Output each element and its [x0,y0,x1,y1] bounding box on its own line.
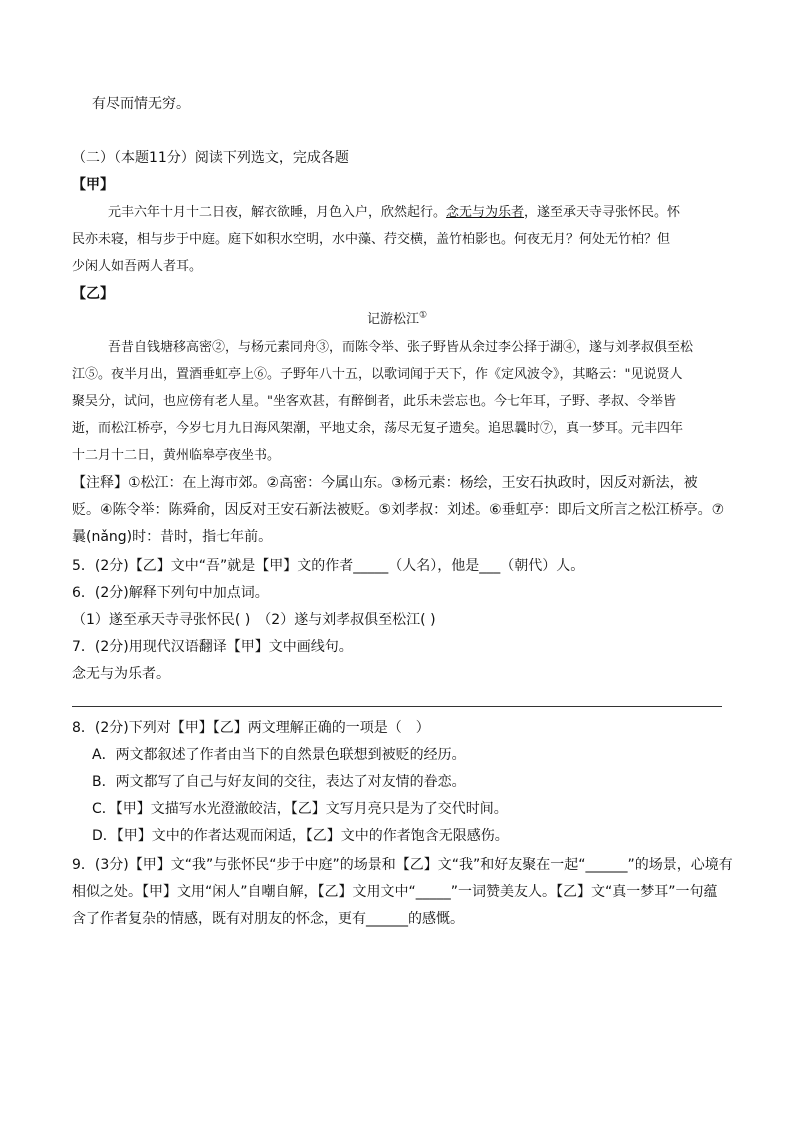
question-7: 7．(2分)用现代汉语翻译【甲】文中画线句。 [72,639,353,655]
jia-line-3: 少闲人如吾两人者耳。 [72,259,203,274]
option-d: D．【甲】文中的作者达观而闲适，【乙】文中的作者饱含无限感伤。 [92,828,509,844]
jia-label: 【甲】 [72,177,114,193]
yi-line-1: 吾昔自钱塘移高密②，与杨元素同舟③，而陈令举、张子野皆从余过李公择于湖④，遂与刘孝叔俱至松 [108,340,694,355]
question-9-line-3: 含了作者复杂的情感，既有对朋友的怀念，更有______的感慨。 [72,911,464,927]
question-6: 6．(2分)解释下列句中加点词。 [72,585,269,601]
yi-label: 【乙】 [72,286,114,302]
section-header: （二）（本题11分）阅读下列选文，完成各题 [72,150,349,166]
jia-line-2: 民亦未寝，相与步于中庭。庭下如积水空明，水中藻、荇交横，盖竹柏影也。何夜无月？何处无竹柏？但 [72,232,671,247]
yi-line-4: 逝，而松江桥亭，今岁七月九日海风架潮，平地丈余，荡尽无复孑遗矣。追思曩时⑦，真一梦耳。元丰四年 [72,421,684,436]
question-5: 5．(2分)【乙】文中“吾”就是【甲】文的作者_____（人名），他是___（朝代）人。 [72,558,585,574]
answer-line [72,706,722,707]
yi-line-3: 聚吴分，试问，也应傍有老人星。"坐客欢甚，有醉倒者，此乐未尝忘也。今七年耳，子野、孝叔、令举皆 [72,394,676,409]
question-7-sentence: 念无与为乐者。 [72,666,170,682]
question-9-line-2: 相似之处。【甲】文用“闲人”自嘲自解，【乙】文用文中“_____”一词赞美友人。【乙】文“真一梦耳”一句蕴 [72,884,718,900]
notes-line-1: 【注释】①松江：在上海市郊。②高密：今属山东。③杨元素：杨绘，王安石执政时，因反对新法，被 [72,475,698,491]
carryover-line: 有尽而情无穷。 [92,96,190,112]
question-9-line-1: 9．(3分)【甲】文“我”与张怀民“步于中庭”的场景和【乙】文“我”和好友聚在一起“______”的场景，心境有 [72,857,733,873]
jia-line-1: 元丰六年十月十二日夜，解衣欲睡，月色入户，欣然起行。念无与为乐者，遂至承天寺寻张怀民。怀 [108,205,681,220]
yi-line-5: 十二月十二日，黄州临皋亭夜坐书。 [72,448,281,463]
notes-line-2: 贬。④陈令举：陈舜俞，因反对王安石新法被贬。⑤刘孝叔：刘述。⑥垂虹亭：即后文所言之松江桥亭。⑦ [72,502,725,518]
yi-line-2: 江⑤。夜半月出，置酒垂虹亭上⑥。子野年八十五，以歌词闻于天下，作《定风波令》，其略云："见说贤人 [72,367,683,382]
notes-line-3: 曩(nǎng)时：昔时，指七年前。 [72,529,273,545]
question-6-items: （1）遂至承天寺寻张怀民( ) （2）遂与刘孝叔俱至松江( ) [72,612,436,628]
underlined-sentence: 念无与为乐者 [446,205,525,220]
question-8: 8．(2分)下列对【甲】【乙】两文理解正确的一项是（ ） [72,720,430,736]
option-a: A．两文都叙述了作者由当下的自然景色联想到被贬的经历。 [92,747,466,763]
option-b: B．两文都写了自己与好友间的交往，表达了对友情的眷恋。 [92,774,466,790]
yi-title: 记游松江① [366,310,428,327]
option-c: C．【甲】文描写水光澄澈皎洁，【乙】文写月亮只是为了交代时间。 [92,801,508,817]
